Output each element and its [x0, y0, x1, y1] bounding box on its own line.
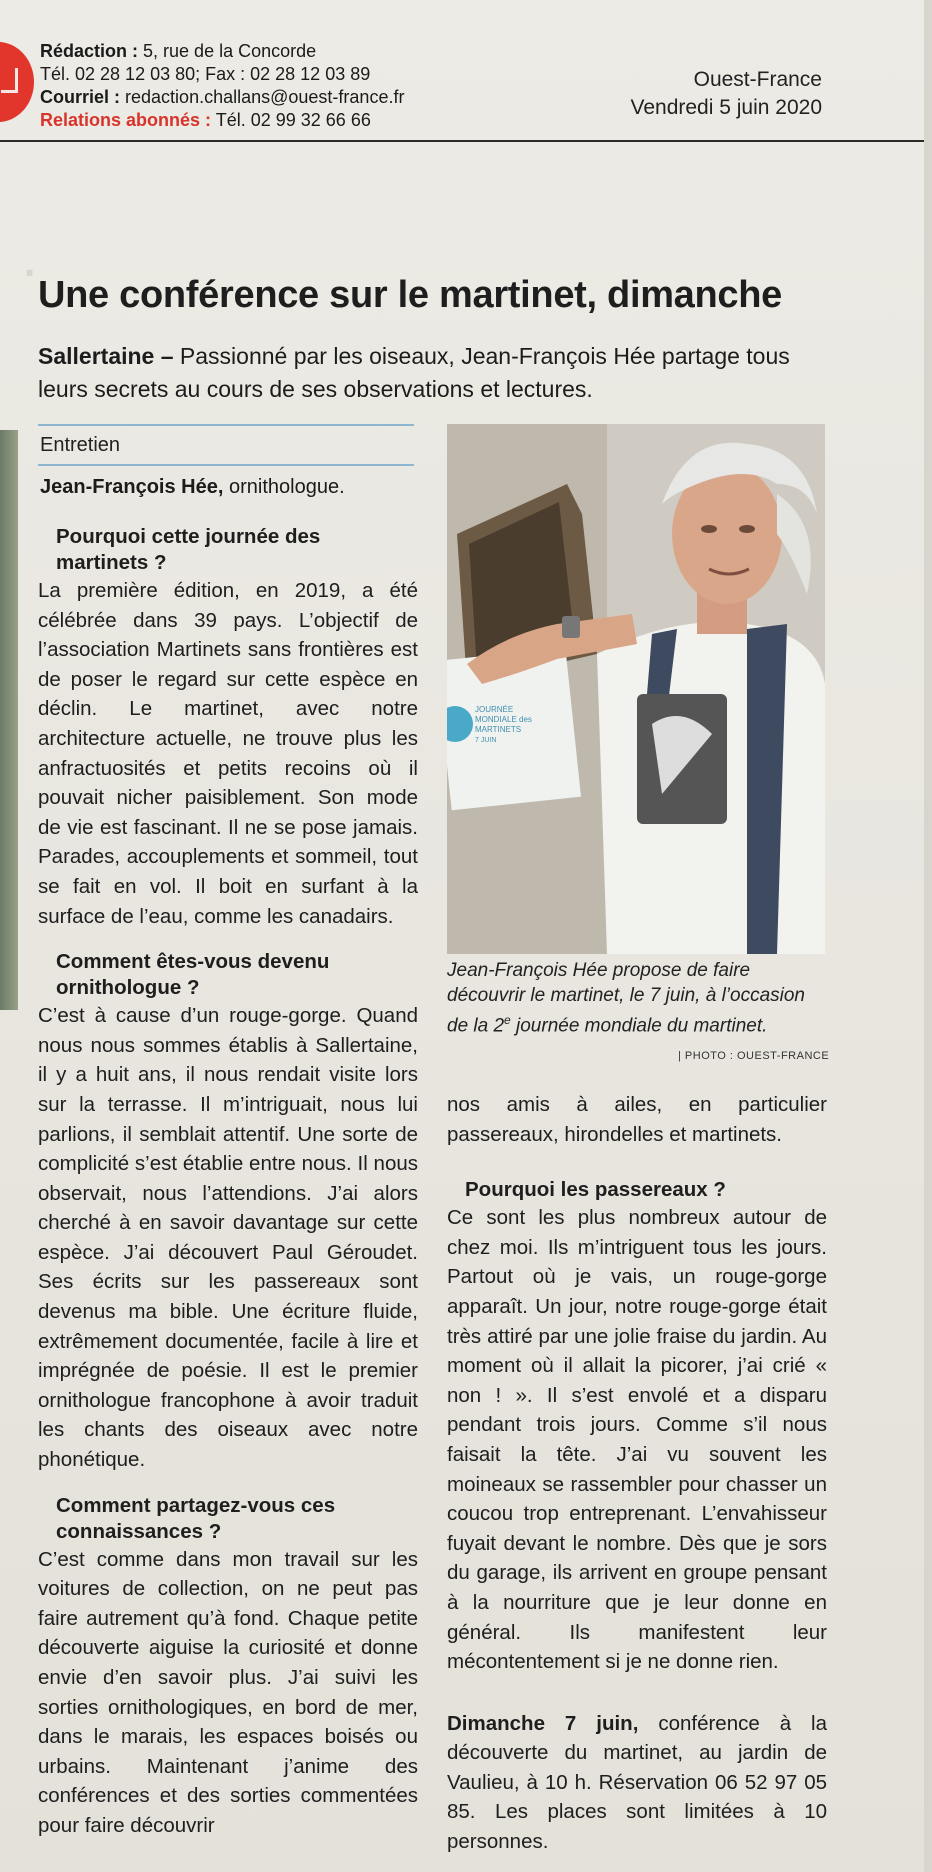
- abonnes-phone: Tél. 02 99 32 66 66: [215, 110, 371, 130]
- headline: Une conférence sur le martinet, dimanche: [38, 274, 783, 316]
- portrait-photo: [447, 424, 825, 954]
- courriel-email: redaction.challans@ouest-france.fr: [125, 87, 405, 107]
- phone-numbers: Tél. 02 28 12 03 80; Fax : 02 28 12 03 89: [40, 64, 371, 84]
- event-date: Dimanche 7 juin,: [447, 1711, 639, 1735]
- abonnes-label: Relations abonnés :: [40, 110, 212, 130]
- question-3: Comment partagez-vous ces connaissances ?: [56, 1493, 336, 1543]
- caption-superscript: e: [504, 1013, 511, 1027]
- svg-text:7 JUIN: 7 JUIN: [475, 737, 497, 744]
- courriel-label: Courriel :: [40, 87, 121, 107]
- event-info: [447, 1709, 827, 1857]
- redaction-address: 5, rue de la Concorde: [143, 41, 317, 61]
- column-1: [38, 524, 418, 1845]
- paper-name: Ouest-France: [693, 68, 822, 91]
- ouest-france-logo: [0, 42, 34, 122]
- bleed-through-text: ·: [20, 237, 41, 302]
- svg-text:MARTINETS: MARTINETS: [475, 725, 522, 734]
- header-rule: [0, 140, 932, 142]
- rubric-top-rule: [38, 424, 414, 426]
- event-details: conférence à la découverte du martinet, au jardin de Vaulieu, à 10 h. Réservation 06 52 97 05 85. Les places sont limitées à 10 personnes.: [447, 1711, 827, 1854]
- caption-text: Jean-François Hée propose de faire découvrir le martinet, le 7 juin, à l’occasion de la 2: [447, 960, 806, 1037]
- answer-3: C’est comme dans mon travail sur les voitures de collection, on ne peut pas faire autrement qu’à fond. Chaque petite découverte aiguise la curiosité et donne envie d’en savoir plus. J’ai suivi les sorties ornithologiques, en bord de mer, dans le marais, les espaces boisés ou urbains. Maintenant j’anime des conférences et des sorties commentées pour faire découvrir: [38, 1547, 418, 1837]
- question-4: Pourquoi les passereaux ?: [465, 1178, 726, 1202]
- issue-date: Vendredi 5 juin 2020: [630, 96, 822, 119]
- answer-3-continued: nos amis à ailes, en particulier passereaux, hirondelles et martinets.: [447, 1093, 827, 1146]
- question-2: Comment êtes-vous devenu ornithologue ?: [56, 950, 330, 1000]
- answer-2: C’est à cause d’un rouge-gorge. Quand nous nous sommes établis à Sallertaine, il y a huit ans, il nous rendait visite lors sur la terrasse. Il m’intriguait, nous lui parlions, il semblait attentif. Une sorte de complicité s’est établie entre nous. Il nous observait, nous l’attendions. J’ai alors cherché à en savoir davantage sur cette espèce. J’ai découvert Paul Géroudet. Ses écrits sur les passereaux sont devenus ma bible. Une écriture fluide, extrêmement documentée, facile à lire et imprégnée de poésie. Il est le premier ornithologue francophone à avoir traduit les chants des oiseaux avec notre phonétique.: [38, 1004, 418, 1472]
- photo-caption: [447, 958, 827, 1038]
- column-2: [447, 1090, 827, 1857]
- interviewee-line: [40, 476, 345, 499]
- interviewee-name: Jean-François Hée,: [40, 476, 224, 498]
- question-1: Pourquoi cette journée des martinets ?: [56, 525, 321, 574]
- interviewee-role: ornithologue.: [223, 476, 345, 498]
- photo-credit: | PHOTO : OUEST-FRANCE: [678, 1050, 830, 1062]
- answer-4: Ce sont les plus nombreux autour de chez moi. Ils m’intriguent tous les jours. Partout où je vais, un rouge-gorge apparaît. Un jour, notre rouge-gorge était très attiré par une jolie fraise du jardin. Au moment où il allait la picorer, j’ai crié « non ! ». Il s’est envolé et a disparu pendant trois jours. Comme s’il nous faisait la tête. J’ai vu souvent les moineaux se rassembler pour chasser un coucou trop entreprenant. L’envahisseur fuyait devant le nombre. Dès que je sors du garage, ils arrivent en groupe pensant à la nourriture que je leur donne en général. Ils manifestent leur mécontentement si je ne donne rien.: [447, 1206, 827, 1674]
- lead-text: Passionné par les oiseaux, Jean-François Hée partage tous leurs secrets au cours de ses observations et lectures.: [38, 343, 790, 402]
- answer-1: La première édition, en 2019, a été célébrée dans 39 pays. L’objectif de l’association Martinets sans frontières est de poser le regard sur cette espèce en déclin. Le martinet, avec notre architecture actuelle, ne trouve plus les anfractuosités et petits recoins où il pouvait nicher paisiblement. Son mode de vie est fascinant. Il ne se pose jamais. Parades, accouplements et sommeil, tout se fait en vol. Il boit en surfant à la surface de l’eau, comme les canadairs.: [38, 579, 418, 928]
- masthead-dateline: [631, 66, 823, 122]
- dateline-town: Sallertaine –: [38, 343, 174, 369]
- photo-illustration: [447, 424, 825, 954]
- redaction-label: Rédaction :: [40, 41, 139, 61]
- adjacent-article-photo-edge: [0, 430, 18, 1010]
- contact-block: [40, 40, 404, 132]
- lead-paragraph: [38, 340, 838, 406]
- rubric-label: Entretien: [40, 434, 121, 456]
- svg-text:MONDIALE des: MONDIALE des: [475, 715, 532, 724]
- caption-text-end: journée mondiale du martinet.: [510, 1015, 768, 1037]
- rubric-bottom-rule: [38, 464, 414, 466]
- svg-text:JOURNÉE: JOURNÉE: [475, 705, 514, 714]
- page-edge: [924, 0, 932, 1872]
